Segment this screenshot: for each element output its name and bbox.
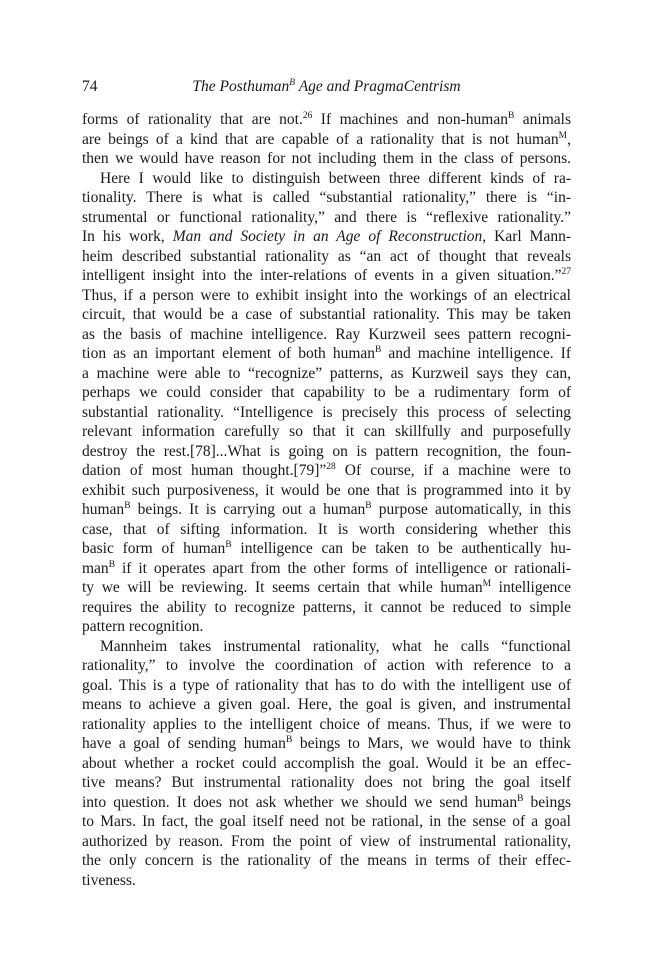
running-head: [82, 76, 571, 98]
book-title: Man and Society in an Age of Reconstruction: [172, 228, 483, 245]
text-segment: heim described substantial rationality as “an act of thought that reveals: [82, 247, 571, 265]
text-segment: as the basis of machine intelligence. Ray Kurzweil sees pattern recogni-: [82, 325, 571, 343]
text-segment: into question. It does not ask whether we should we send human: [82, 793, 518, 811]
text-line: [82, 110, 571, 130]
text-segment: authorized by reason. From the point of view of instrumental rationality,: [82, 832, 571, 850]
superscript: 26: [302, 111, 313, 121]
body-text: [82, 110, 571, 890]
text-line: [82, 851, 571, 871]
text-segment: beings: [523, 793, 571, 811]
text-segment: animals: [514, 111, 571, 128]
text-segment: strumental or functional rationality,” and there is “reflexive rationality.”: [82, 208, 571, 226]
text-segment: If machines and non-human: [312, 111, 508, 128]
text-segment: rationality,” to involve the coordination of action with reference to a: [82, 657, 571, 674]
text-line: [82, 364, 571, 384]
text-line: [82, 559, 571, 579]
text-segment: tion as an important element of both human: [82, 345, 376, 362]
text-segment: goal. This is a type of rationality that has to do with the intelligent use of: [82, 676, 571, 694]
text-segment: intelligent insight into the inter-relations of events in a given situation.”: [82, 267, 562, 284]
text-line: [82, 637, 571, 657]
text-segment: beings. It is carrying out a human: [130, 501, 366, 518]
text-line: [82, 344, 571, 364]
text-segment: relevant information carefully so that it can skillfully and purposefully: [82, 423, 571, 440]
text-line: [82, 149, 571, 169]
text-segment: intelligence can be taken to be authentically hu-: [231, 540, 572, 557]
text-line: [82, 500, 571, 520]
superscript: B: [108, 559, 116, 570]
text-line: [82, 617, 571, 637]
text-segment: if it operates apart from the other forms of intelligence or rationali-: [115, 559, 571, 577]
text-segment: exhibit such purposiveness, it would be one that is programmed into it by: [82, 481, 571, 499]
text-segment: ty we will be reviewing. It seems certain that while human: [82, 579, 483, 596]
text-segment: circuit, that would be a case of substantial rationality. This may be taken: [82, 306, 571, 323]
text-segment: a machine were able to “recognize” patterns, as Kurzweil says they can,: [82, 364, 571, 382]
text-segment: means to achieve a given goal. Here, the goal is given, and instrumental: [82, 696, 571, 713]
page-number: 74: [82, 78, 98, 95]
text-segment: , Karl Mann-: [482, 228, 571, 245]
text-line: [82, 871, 571, 891]
text-segment: Here I would like to distinguish between three different kinds of ra-: [100, 169, 571, 187]
text-segment: human: [82, 501, 125, 518]
text-segment: substantial rationality. “Intelligence is precisely this process of selecting: [82, 403, 571, 421]
text-segment: tive means? But instrumental rationality does not bring the goal itself: [82, 774, 571, 791]
text-line: [82, 754, 571, 774]
text-line: [82, 130, 571, 150]
superscript: B: [124, 501, 131, 511]
text-segment: tiveness.: [82, 871, 136, 889]
text-line: [82, 422, 571, 442]
text-line: [82, 442, 571, 462]
superscript: B: [285, 735, 293, 745]
superscript: B: [375, 345, 382, 355]
text-line: [82, 266, 571, 286]
text-segment: forms of rationality that are not.: [82, 111, 303, 128]
text-segment: case, that of sifting information. It is worth considering whether this: [82, 520, 571, 538]
text-segment: rationality applies to the intelligent choice of means. Thus, if we were to: [82, 715, 571, 733]
text-segment: about whether a rocket could accomplish the goal. Would it be an effec-: [82, 754, 571, 772]
text-segment: pattern recognition.: [82, 618, 204, 635]
text-segment: Mannheim takes instrumental rationality, what he calls “functional: [100, 637, 571, 655]
text-segment: beings to Mars, we would have to think: [292, 735, 571, 752]
running-head-superscript: B: [289, 78, 296, 88]
superscript: B: [517, 793, 524, 804]
text-line: [82, 188, 571, 208]
text-line: [82, 305, 571, 325]
text-segment: In his work,: [82, 228, 173, 245]
text-line: [82, 656, 571, 676]
text-segment: and machine intelligence. If: [381, 345, 571, 362]
text-line: [82, 832, 571, 852]
text-segment: basic form of human: [82, 540, 226, 557]
text-line: [82, 812, 571, 832]
text-line: [82, 325, 571, 345]
text-segment: the only concern is the rationality of the means in terms of their effec-: [82, 852, 571, 869]
text-line: [82, 793, 571, 813]
text-line: [82, 227, 571, 247]
superscript: M: [558, 130, 568, 141]
page-header: [82, 76, 571, 98]
text-segment: purpose automatically, in this: [371, 501, 571, 518]
text-segment: dation of most human thought.[79]”: [82, 462, 327, 479]
text-segment: man: [82, 559, 109, 577]
superscript: B: [507, 111, 515, 121]
superscript: B: [225, 540, 232, 550]
text-line: [82, 481, 571, 501]
text-line: [82, 461, 571, 481]
text-segment: perhaps we could consider that capability to be a rudimentary form of: [82, 384, 571, 401]
text-segment: to Mars. In fact, the goal itself need not be rational, in the sense of a goal: [82, 813, 571, 830]
running-head-text: Age and PragmaCentrism: [295, 78, 461, 95]
superscript: 27: [561, 267, 571, 277]
text-line: [82, 676, 571, 696]
text-line: [82, 773, 571, 793]
text-segment: requires the ability to recognize patterns, it cannot be reduced to simple: [82, 598, 571, 616]
text-line: [82, 695, 571, 715]
superscript: 28: [326, 462, 336, 472]
text-segment: intelligence: [491, 579, 571, 596]
text-segment: have a goal of sending human: [82, 735, 286, 752]
text-line: [82, 169, 571, 189]
text-line: [82, 247, 571, 267]
superscript: M: [482, 579, 492, 589]
text-line: [82, 715, 571, 735]
text-line: [82, 578, 571, 598]
text-segment: are beings of a kind that are capable of a rationality that is not human: [82, 130, 559, 148]
text-segment: Of course, if a machine were to: [335, 462, 571, 479]
text-segment: ,: [567, 130, 571, 148]
text-line: [82, 286, 571, 306]
text-line: [82, 520, 571, 540]
text-line: [82, 403, 571, 423]
text-line: [82, 383, 571, 403]
text-line: [82, 208, 571, 228]
text-line: [82, 539, 571, 559]
text-segment: Thus, if a person were to exhibit insight into the workings of an electrical: [82, 286, 571, 304]
text-segment: then we would have reason for not including them in the class of persons.: [82, 150, 571, 167]
text-line: [82, 598, 571, 618]
text-line: [82, 734, 571, 754]
text-segment: destroy the rest.[78]...What is going on is pattern recognition, the foun-: [82, 442, 571, 460]
running-head-text: The Posthuman: [192, 78, 290, 95]
text-segment: tionality. There is what is called “substantial rationality,” there is “in-: [82, 189, 571, 206]
superscript: B: [365, 501, 372, 511]
